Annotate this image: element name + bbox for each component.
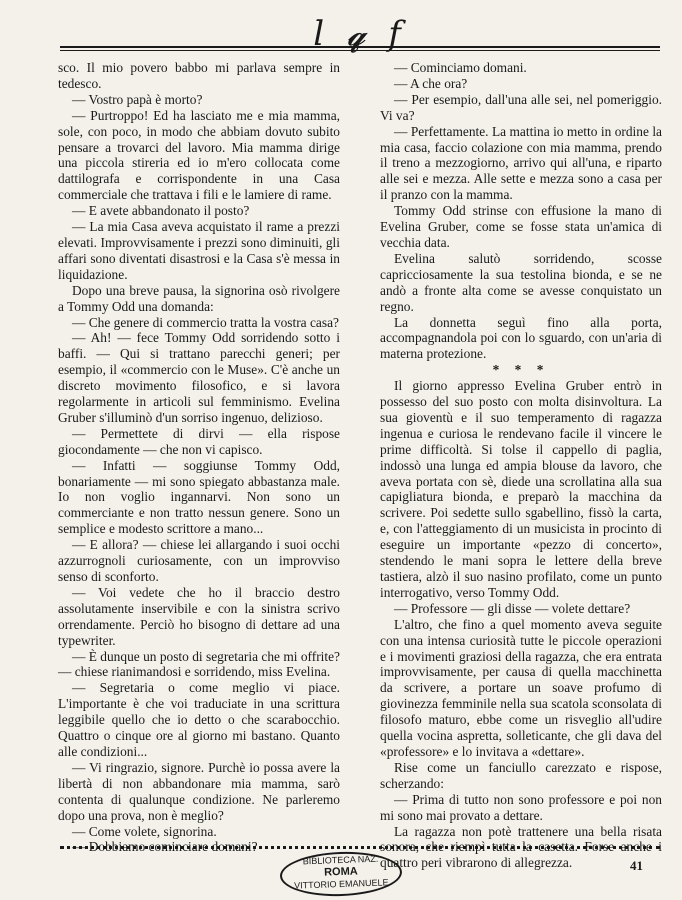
paragraph: — Purtroppo! Ed ha lasciato me e mia mamma, sole, con poco, in modo che abbiam dovuto subito pensare a trovarci del lavoro. Mia mamma dirige una piccola stireria ed io m'ero collocata come dattilografa e corrispondente in una Casa commerciale che trattava i fili e le lamiere di rame.	[58, 107, 340, 203]
paragraph: — Voi vedete che ho il braccio destro assolutamente inservibile e con la sinistra scrivo orrendamente. Perciò ho bisogno di dettare ad una typewriter.	[58, 584, 340, 648]
left-column	[58, 60, 340, 855]
header-rule-thin	[60, 50, 660, 51]
paragraph: — Perfettamente. La mattina io metto in ordine la mia casa, faccio colazione con mia mamma, prendo il treno a mezzogiorno, arrivo qui all'una, e riparto alle sei e mezza. Alle sette e mezza sono a casa per il pranzo con la mamma.	[380, 123, 662, 203]
paragraph: — Per esempio, dall'una alle sei, nel pomeriggio. Vi va?	[380, 91, 662, 123]
paragraph: — Che genere di commercio tratta la vostra casa?	[72, 314, 339, 330]
paragraph: Tommy Odd strinse con effusione la mano di Evelina Gruber, come se fosse stata un'amica di vecchia data.	[380, 203, 662, 250]
paragraph: La ragazza non potè trattenere una bella risata sonora, che riempì tutta la casetta. Forse anche i quattro peri vibrarono di allegrezza.	[380, 823, 662, 871]
paragraph: — Cominciamo domani.	[394, 60, 527, 75]
paragraph: L'altro, che fino a quel momento aveva seguite con una intensa curiosità tutte le piccole operazioni e i movimenti graziosi della ragazza, che era entrata improvvisamente, per causa di quella macchinetta da scrivere, a portare un soave profumo di giovinezza femminile nella sua scatola sconsolata di filosofo maturo, ebbe come un risveglio all'udire quella vocina aspretta, solleticante, che gli dava del «professore» e lo invitava a «dettare».	[380, 616, 662, 759]
paragraph: — Professore — gli disse — volete dettare?	[394, 600, 631, 616]
paragraph: Evelina salutò sorridendo, scosse capricciosamente la sua testolina bionda, e se ne andò a fronte alta come se avesse conquistato un regno.	[380, 250, 662, 314]
paragraph: Dopo una breve pausa, la signorina osò rivolgere a Tommy Odd una domanda:	[58, 282, 340, 314]
paragraph: — Come volete, signorina.	[72, 823, 217, 839]
paragraph: — Prima di tutto non sono professore e poi non mi sono mai provato a dettare.	[380, 791, 662, 823]
paragraph: — La mia Casa aveva acquistato il rame a prezzi elevati. Improvvisamente i prezzi sono diminuiti, gli affari sono diventati disastrosi e la Casa s'è messa in liquidazione.	[58, 219, 340, 282]
paragraph: sco. Il mio povero babbo mi parlava sempre in tedesco.	[58, 60, 340, 91]
footer-rule	[60, 846, 660, 849]
paragraph: — Dobbiamo cominciare domani?	[72, 839, 258, 855]
paragraph: — E avete abbandonato il posto?	[72, 203, 250, 219]
paragraph: — Infatti — soggiunse Tommy Odd, bonariamente — mi sono spiegato abbastanza male. Io non voglio ingannarvi. Non sono un commerciante e non tratto nessun genere. Sono un semplice e modesto scrittore a mano...	[58, 457, 340, 537]
paragraph: — Segretaria o come meglio vi piace. L'importante è che voi traduciate in una scrittura leggibile quello che io detto o che scarabocchio. Quattro o cinque ore al giorno mi bastano. Quanto alle condizioni...	[58, 680, 340, 759]
paragraph: Il giorno appresso Evelina Gruber entrò in possesso del suo posto con molta disinvoltura. La sua gioventù e il suo temperamento di ragazza ingenua e curiosa le rendevano facile il vincere le prime difficoltà. Si tolse il cappello di paglia, indossò una lunga ed ampia blouse da lavoro, che aveva portata con sè, diede una scrollatina alla sua capigliatura bionda, e preparò la macchina da scrivere. Poi sedette sullo sgabellino, fissò la carta, e, con l'atteggiamento di un musicista in procinto di eseguire un importante «pezzo di concerto», stendendo le mani sopra le lettere della breve tastiera, alzò il suo nasino profilato, come un punto interrogativo, verso Tommy Odd.	[380, 378, 662, 600]
paragraph: — Permettete di dirvi — ella rispose giocondamente — che non vi capisco.	[58, 425, 340, 457]
stamp-bottom-text: VITTORIO EMANUELE	[294, 877, 389, 891]
paragraph: — E allora? — chiese lei allargando i suoi occhi azzurrognoli curiosamente, con un improvviso senso di sconforto.	[58, 537, 340, 584]
paragraph: — È dunque un posto di segretaria che mi offrite? — chiese rianimandosi e sorridendo, miss Evelina.	[58, 648, 340, 680]
paragraph: — Ah! — fece Tommy Odd sorridendo sotto i baffi. — Qui si trattano parecchi generi; per esempio, il «commercio con le Muse». C'è anche un discreto movimento filosofico, e si lavora regolarmente in articoli sul femminismo. Evelina Gruber s'illuminò d'un sorriso ingenuo, delizioso.	[58, 330, 340, 425]
paragraph: — Vi ringrazio, signore. Purchè io possa avere la libertà di non abbandonare mia mamma, sarò contenta di qualunque condizione. Ne parleremo dopo una prova, non è meglio?	[58, 759, 340, 823]
paragraph: — Vostro papà è morto?	[72, 91, 203, 107]
page-number: 41	[630, 858, 643, 873]
section-separator: * * *	[492, 362, 550, 378]
paragraph: — A che ora?	[394, 75, 468, 91]
paragraph: La donnetta seguì fino alla porta, accompagnandola poi con lo sguardo, con un'aria di materna protezione.	[380, 314, 662, 362]
stamp-top-text: BIBLIOTECA NAZ.	[302, 853, 379, 867]
paragraph: Rise come un fanciullo carezzato e rispose, scherzando:	[380, 759, 662, 791]
stamp-mid-text: ROMA	[323, 865, 358, 879]
header-rule	[60, 46, 660, 48]
library-stamp	[279, 850, 402, 898]
header-logo: l 𝓺 f	[313, 14, 407, 54]
